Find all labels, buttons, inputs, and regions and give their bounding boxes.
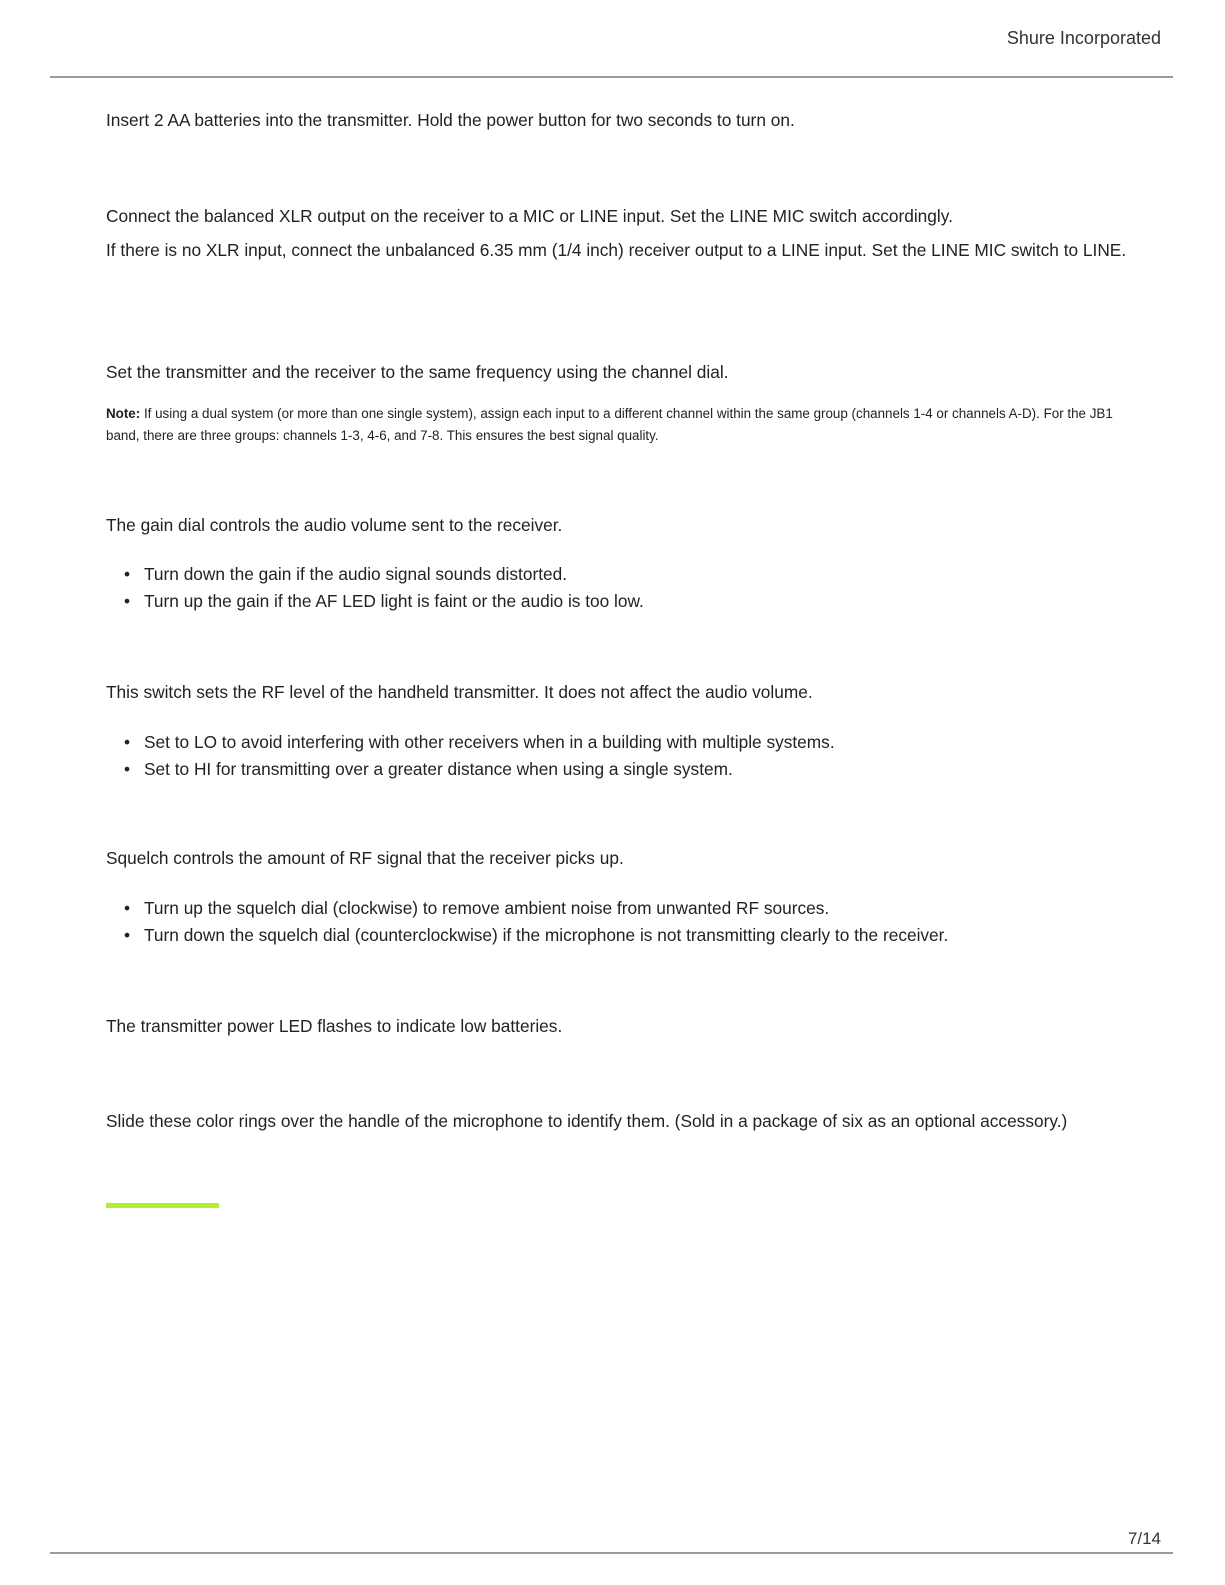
list-item: • Set to HI for transmitting over a greater distance when using a single system. [106,756,1126,783]
squelch-bullet-list [106,895,1126,949]
list-item: • Turn up the squelch dial (clockwise) to remove ambient noise from unwanted RF sources. [106,895,1126,922]
header-divider [50,76,1173,78]
batteries-paragraph: Insert 2 AA batteries into the transmitter. Hold the power button for two seconds to turn on. [106,110,795,130]
connect-paragraph-unbalanced: If there is no XLR input, connect the unbalanced 6.35 mm (1/4 inch) receiver output to a LINE input. Set the LINE MIC switch to LINE. [106,240,1127,260]
color-rings-paragraph: Slide these color rings over the handle of the microphone to identify them. (Sold in a package of six as an optional accessory.) [106,1111,1068,1131]
note-text: If using a dual system (or more than one single system), assign each input to a different channel within the same group (channels 1-4 or channels A-D). For the JB1 band, there are three groups: channels 1-3, 4-6, and 7-8. This ensures the best signal quality. [106,406,1113,443]
gain-paragraph: The gain dial controls the audio volume sent to the receiver. [106,515,563,535]
frequency-paragraph: Set the transmitter and the receiver to the same frequency using the channel dial. [106,362,729,382]
squelch-paragraph: Squelch controls the amount of RF signal that the receiver picks up. [106,848,624,868]
section-accent-bar [106,1203,219,1208]
footer-divider [50,1552,1173,1554]
page-number: 7/14 [1127,1529,1161,1548]
note-label: Note: [106,406,141,421]
list-item: • Turn down the squelch dial (counterclockwise) if the microphone is not transmitting clearly to the receiver. [106,922,1126,949]
list-item: • Turn down the gain if the audio signal sounds distorted. [106,561,1126,588]
rf-switch-bullet-list [106,729,1126,783]
led-paragraph: The transmitter power LED flashes to indicate low batteries. [106,1016,563,1036]
frequency-note [106,403,1136,447]
list-item: • Turn up the gain if the AF LED light is faint or the audio is too low. [106,588,1126,615]
rf-switch-paragraph: This switch sets the RF level of the handheld transmitter. It does not affect the audio volume. [106,682,813,702]
gain-bullet-list [106,561,1126,615]
connect-paragraph-xlr: Connect the balanced XLR output on the receiver to a MIC or LINE input. Set the LINE MIC switch accordingly. [106,206,953,226]
header-company-name: Shure Incorporated [1006,28,1161,48]
list-item: • Set to LO to avoid interfering with other receivers when in a building with multiple systems. [106,729,1126,756]
